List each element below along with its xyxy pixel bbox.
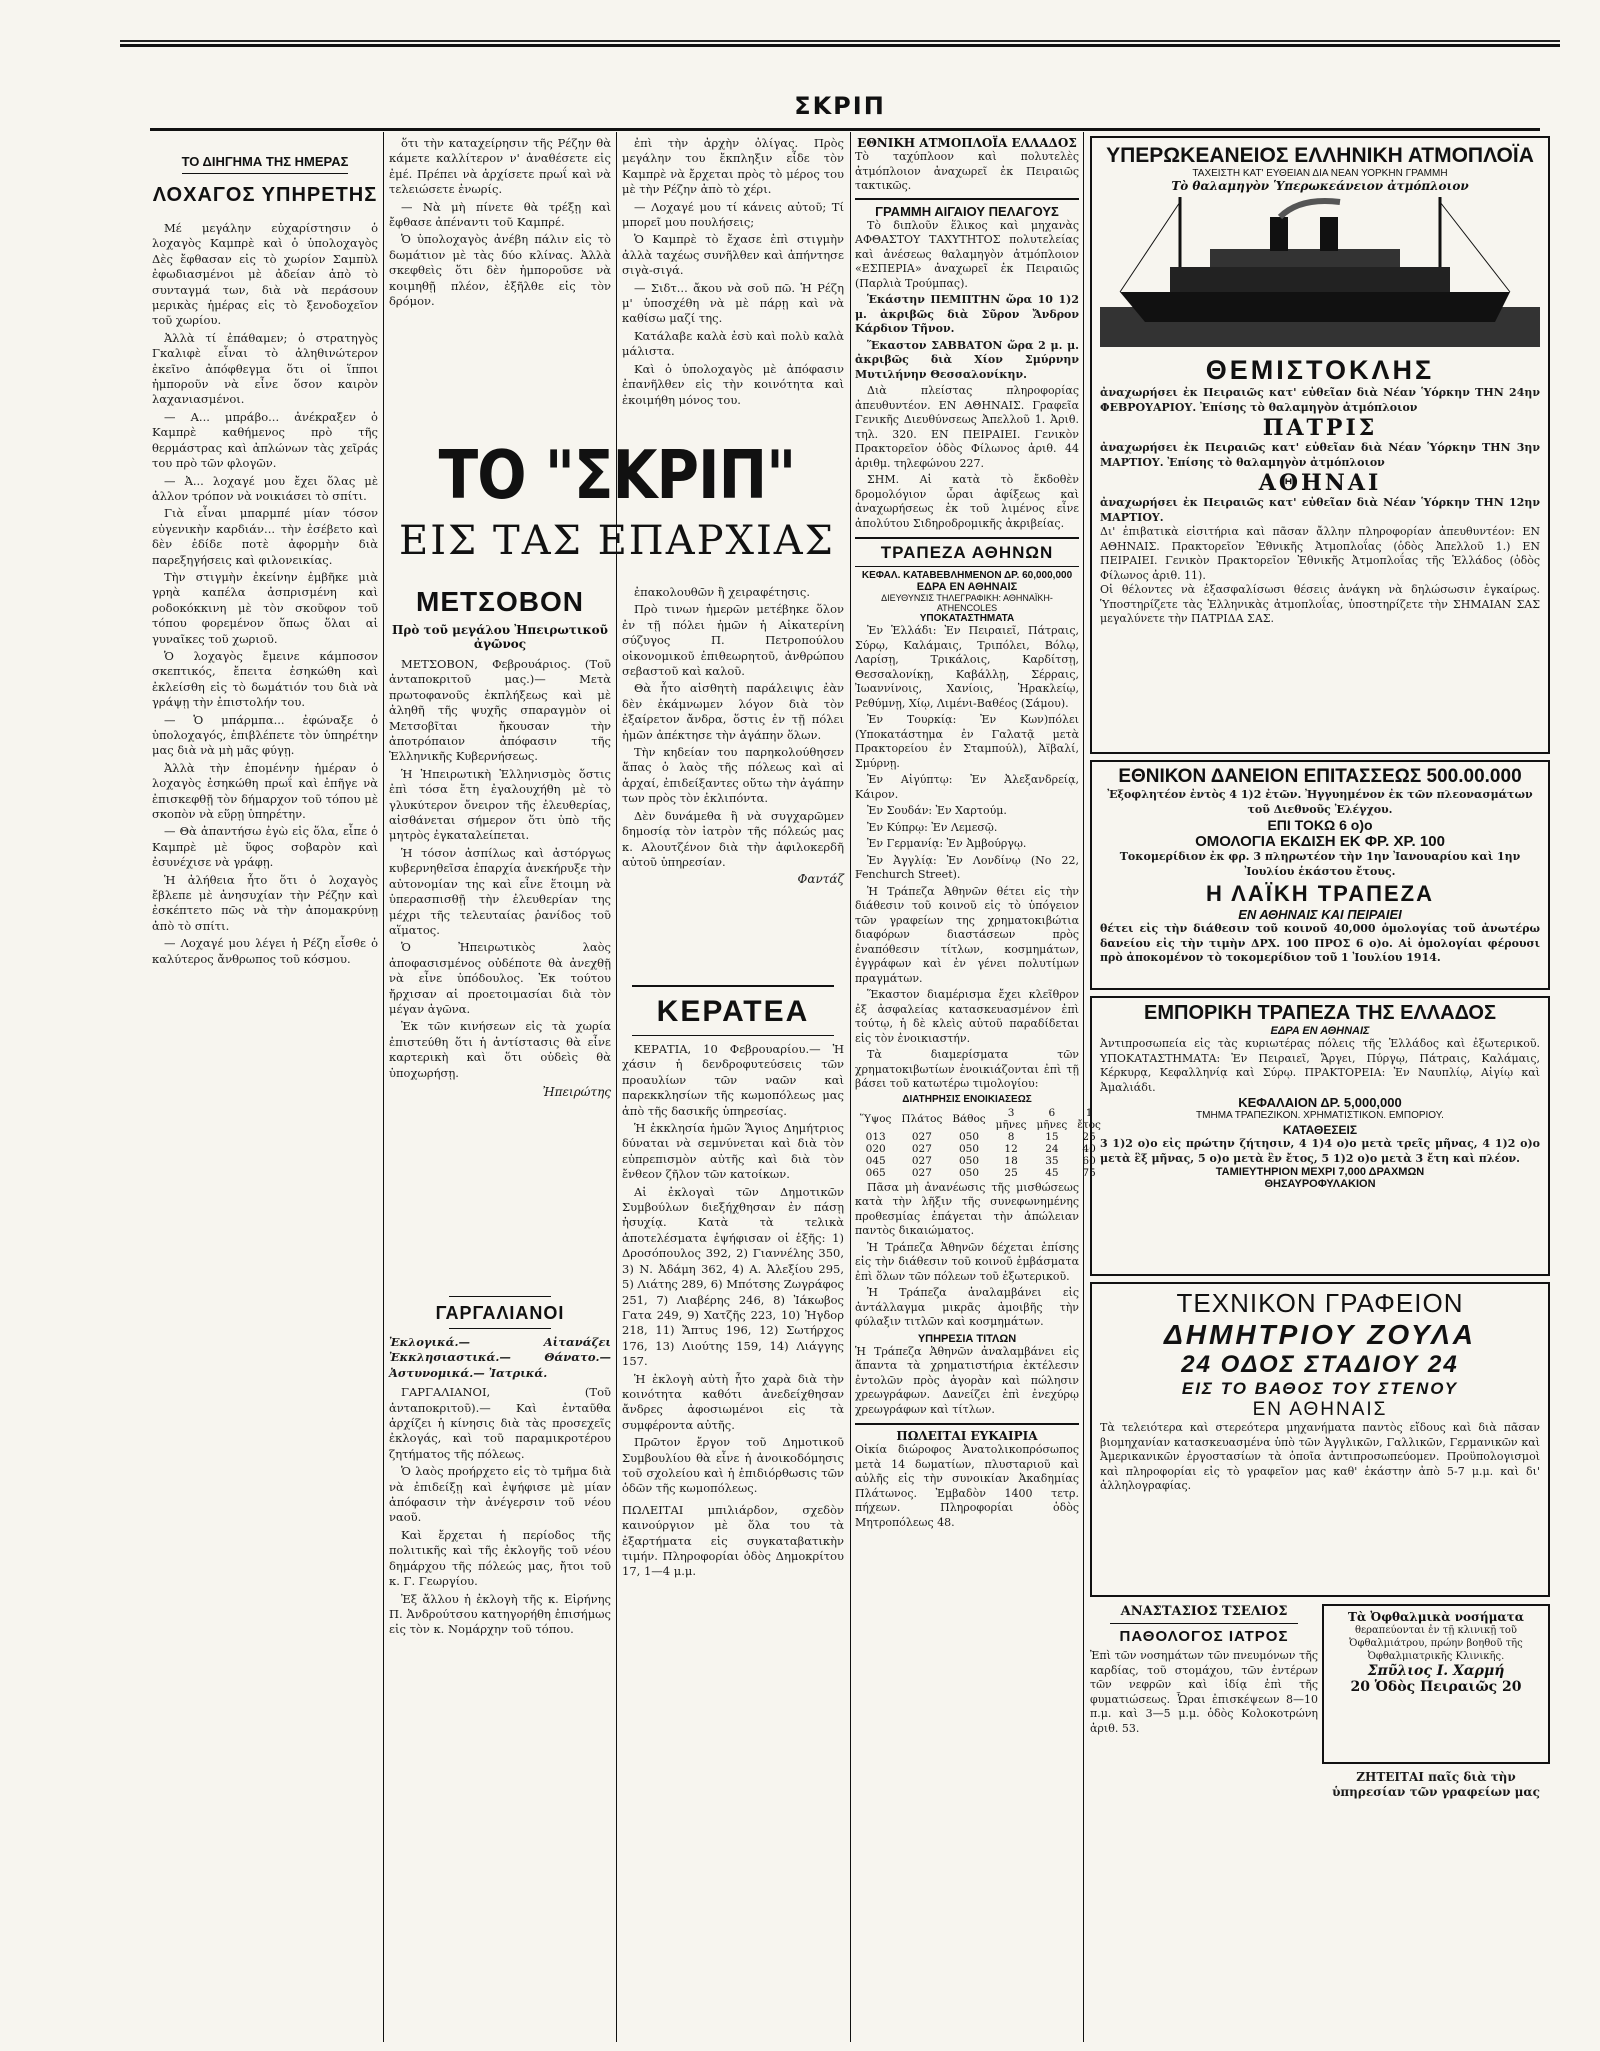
masthead	[740, 92, 940, 124]
national-loan-title: ΕΘΝΙΚΟΝ ΔΑΝΕΙΟΝ ΕΠΙΤΑΣΣΕΩΣ 500.00.000	[1118, 766, 1522, 787]
table-header-cell: Ὕψος	[860, 1112, 892, 1125]
table-header-cell: 1 ἔτος	[1077, 1106, 1101, 1131]
national-loan-text: Ἐξοφλητέον ἐντὸς 4 1)2 ἐτῶν. Ἠγγυημένον ἐκ τῶν πλεονασμάτων τοῦ Διεθνοῦς Ἐλέγχου.	[1107, 788, 1533, 816]
overseas-shipping-sub: Τὸ θαλαμηγὸν Ὑπερωκεάνειον ἀτμόπλοιον	[1171, 179, 1469, 193]
keratea-footer-note: ΠΩΛΕΙΤΑΙ μπιλιάρδον, σχεδὸν καινούργιον μὲ ὅλα του τὰ ἐξαρτήματα εἰς συγκαταβατικὴν τιμήν. Πληροφορίαι ὁδὸς Δημοκρίτου 17, 1—4 μ.μ.	[622, 1502, 844, 1579]
bank-paragraph: Ἕκαστον διαμέρισμα ἔχει κλεῖθρον ἐξ ἀσφαλείας κατασκευασμένον ἐπὶ τούτῳ, ἡ δὲ κλεὶς αὐτοῦ παραδίδεται εἰς τὸν ἐνοικιαστήν.	[855, 988, 1079, 1045]
aegean-line-title: ΓΡΑΜΜΗ ΑΙΓΑΙΟΥ ΠΕΛΑΓΟΥΣ	[875, 203, 1059, 219]
keratea-article	[622, 985, 844, 2041]
wanted-notice	[1322, 1770, 1550, 1830]
story-paragraph: ὅτι τὴν καταχείρησιν τῆς Ρέζην θὰ κάμετε καλλίτερον ν' ἀναθέσετε εἰς ἐμέ. Πρέπει νὰ ἀρχίσετε πρωΐ καὶ νὰ τελειώσετε ἐνωρίς.	[389, 136, 611, 197]
story-paragraph: Κατάλαβε καλὰ ἐσὺ καὶ πολὺ καλὰ μάλιστα.	[622, 328, 844, 359]
article-paragraph: Ὁ Ἠπειρωτικὸς λαὸς ἀποφασισμένος οὐδέποτε θὰ ἀνεχθῇ νὰ εἶνε ὑπόδουλος. Ἐκ τούτου ἤρχισαν αἱ προετοιμασίαι διὰ τὸν μέγαν ἀγῶνα.	[389, 940, 611, 1016]
top-rule-thick	[120, 44, 1560, 47]
ship-name-themistoklis: ΘΕΜΙΣΤΟΚΛΗΣ	[1205, 355, 1435, 385]
masthead-title: ΣΚΡΙΠ	[794, 92, 886, 120]
bank-capital: ΚΕΦΑΛ. ΚΑΤΑΒΕΒΛΗΜΕΝΟΝ ΔΡ. 60,000,000	[861, 570, 1073, 581]
story-paragraph: Καὶ ὁ ὑπολοχαγὸς μὲ ἀπόφασιν ἐπανῆλθεν εἰς τὴν κοινότητα καὶ ἐκοιμήθη μόνος του.	[622, 361, 844, 407]
bank-service-title: ΥΠΗΡΕΣΙΑ ΤΙΤΛΩΝ	[917, 1332, 1017, 1345]
technical-office-city: ΕΝ ΑΘΗΝΑΙΣ	[1252, 1399, 1388, 1420]
story-paragraph: — Ὁ μπάρμπα... ἐφώναξε ὁ ὑπολοχαγός, ἐπιβλέπετε τὸν ὑπηρέτην μας διὰ νὰ μὴ μᾶς φύγῃ.	[152, 712, 378, 758]
savings-line: ΤΑΜΙΕΥΤΗΡΙΟΝ ΜΕΧΡΙ 7,000 ΔΡΑΧΜΩΝ	[1215, 1166, 1425, 1178]
table-cell: 027	[911, 1142, 932, 1155]
article-paragraph: Ὁ λαὸς προήρχετο εἰς τὸ τμῆμα διὰ νὰ ἐπιδείξῃ καὶ ἐψήφισε μὲ μίαν ἀπόφασιν τὴν ἀνέγερσιν τοῦ νέου ναοῦ.	[389, 1464, 611, 1525]
ophthalmologist-name: Σπῦλιος Ι. Χαρμή	[1367, 1663, 1505, 1679]
gargaliani-title: ΓΑΡΓΑΛΙΑΝΟΙ	[435, 1303, 565, 1323]
article-paragraph: Ἡ τόσον ἀσπίλως καὶ ἀστόργως κυβερνηθεῖσα ἐπαρχία ἀνεκήρυξε τὴν αὐτονομίαν της καὶ εἶνε ἕτοιμη νὰ ὑπερασπισθῇ τὴν ἐλευθερίαν της μέχρι τῆς τελευταίας ῥανίδος τοῦ αἵματος.	[389, 845, 611, 937]
banner-title: ΤΟ "ΣΚΡΙΠ"	[438, 435, 796, 515]
national-loan-terms: Τοκομερίδιον ἐκ φρ. 3 πληρωτέον τὴν 1ην Ἰανουαρίου καὶ 1ην Ἰουλίου ἑκάστου ἔτους.	[1119, 850, 1521, 878]
technical-office-address: 24 ΟΔΟΣ ΣΤΑΔΙΟΥ 24	[1181, 1351, 1459, 1378]
story-paragraph: Γιὰ εἶναι μπαρμπέ μίαν τόσον εὐγενικὴν καρδιάν... τὴν ἐσέβετο καὶ δὲν ἐδίδε ποτὲ ἀφορμὴν διὰ παρεξηγήσεις καὶ φιλονεικίας.	[152, 506, 378, 567]
table-cell: 25	[1004, 1166, 1018, 1179]
sale-ad-title: ΠΩΛΕΙΤΑΙ ΕΥΚΑΙΡΙΑ	[896, 1429, 1038, 1443]
metsovon-signature: Ἠπειρώτης	[542, 1084, 611, 1099]
story-paragraph: — Θὰ ἀπαντήσω ἐγὼ εἰς ὅλα, εἶπε ὁ Καμπρὲ μὲ ὕφος σοβαρὸν καὶ ἐσυνέχισε νὰ γράφῃ.	[152, 824, 378, 870]
table-cell: 15	[1045, 1130, 1059, 1143]
overseas-shipping-ad	[1090, 136, 1550, 754]
ship-info: Δι' ἐπιβατικὰ εἰσιτήρια καὶ πᾶσαν ἄλλην πληροφορίαν ἀπευθυντέον: ΕΝ ΑΘΗΝΑΙΣ. Πρακτορεῖον Ἐθνικῆς Ἀτμοπλοΐας (ὁδὸς Ἀπελλοῦ 1.) ΕΝ ΠΕΙΡΑΙΕΙ. Γενικὸν Πρακτορεῖον Ἐθνικῆς Ἀτμοπλοΐας τῆς Ἑλλάδος (ὁδὸς Φίλωνος ἀριθ. 11).	[1100, 525, 1540, 582]
metsovon-title: ΜΕΤΣΟΒΟΝ	[416, 586, 584, 617]
table-row	[855, 1131, 1106, 1143]
story-paragraph: Ὁ ὑπολοχαγὸς ἀνέβη πάλιν εἰς τὸ δωμάτιον μὲ τὰς δύο κλίνας. Ἀλλὰ σκεφθεὶς ὅτι δὲν ἠμποροῦσε νὰ κοιμηθῇ πλέον, ἐξῆλθε εἰς τὸν δρόμον.	[389, 232, 611, 309]
bank-rates-title: ΔΙΑΤΗΡΗΣΙΣ ΕΝΟΙΚΙΑΣΕΩΣ	[902, 1093, 1032, 1105]
article-paragraph: Θὰ ἦτο αἰσθητὴ παράλειψις ἐὰν δὲν ἐκάμνωμεν λόγον διὰ τὸν ἐξαίρετον ἄνδρα, ὅστις ἐν τῇ πόλει ἡμῶν ἀπέκτησε τὴν ἀγάπην ὅλων.	[622, 681, 844, 742]
bank-telegraph: ΔΙΕΥΘΥΝΣΙΣ ΤΗΛΕΓΡΑΦΙΚΗ: ΑΘΗΝΑΪΚΗ-ATHENCOLES	[881, 593, 1053, 613]
table-cell: 013	[865, 1130, 886, 1143]
aegean-line-note: ΣΗΜ. Αἱ κατὰ τὸ ἔκδοθὲν δρομολόγιον ὧραι ἀφίξεως καὶ ἀναχωρήσεως ἐκ τοῦ λιμένος εἶνε ἀπολύτου Σιδηροδρομικῆς ἀκριβείας.	[855, 473, 1079, 530]
bank-service-text: Ἡ Τράπεζα Ἀθηνῶν ἀναλαμβάνει εἰς ἅπαντα τὰ χρηματιστήρια ἐκτέλεσιν ἐντολῶν πρὸς ἀγορὰν καὶ πώλησιν χρεωγράφων. Δανείζει ἐπὶ ἐνεχύρῳ χρεωγράφων καὶ τίτλων.	[855, 1344, 1079, 1416]
story-paragraph: Τὴν στιγμὴν ἐκείνην ἐμβῆκε μιὰ γρηὰ καπέλα ἀσπρισμένη καὶ ροδοκόκκινη μὲ τὸν σκοῦφον τοῦ τόπου φορεμένον ὅπως ὅλαι αἱ γυναῖκες τοῦ χωριοῦ.	[152, 569, 378, 646]
steamship-illustration	[1100, 197, 1540, 347]
table-cell: 045	[865, 1154, 886, 1167]
gargaliani-lead: Ἐκλογικά.— Αἰτανάζει Ἐκκλησιαστικά.— Θάνατο.— Ἀστυνομικά.— Ἰατρικά.	[389, 1335, 611, 1380]
story-paragraph: — Λοχαγέ μου τί κάνεις αὐτοῦ; Τί μπορεῖ μου πουλήσεις;	[622, 199, 844, 230]
column-1	[152, 136, 378, 2041]
commercial-bank-text: Ἀντιπροσωπεία εἰς τὰς κυριωτέρας πόλεις τῆς Ἑλλάδος καὶ ἐξωτερικοῦ. ΥΠΟΚΑΤΑΣΤΗΜΑΤΑ: Ἐν Πειραιεῖ, Ἄργει, Πύργῳ, Πάτραις, Καλάμαις, Κέρκυρᾳ, Κεφαλληνίᾳ καὶ Σύρῳ. ΠΡΑΚΤΟΡΕΙΑ: Ἐν Ναυπλίῳ, Αἰγίῳ καὶ Ἀμαλιάδι.	[1100, 1037, 1540, 1094]
article-paragraph: Τὴν κηδείαν του παρηκολούθησεν ἅπας ὁ λαὸς τῆς πόλεως καὶ αἱ ἀρχαί, ἐπιδείξαντες οὕτω τὴν ἀγάπην των πρὸς τὸν ἐκλιπόντα.	[622, 745, 844, 806]
story-paragraph: — Λοχαγέ μου λέγει ἡ Ρέζη εἶσθε ὁ καλύτερος ἄνθρωπος τοῦ κόσμου.	[152, 936, 378, 966]
technical-office-ad	[1090, 1282, 1550, 1597]
national-loan-ad	[1090, 760, 1550, 990]
story-paragraph: Ἀλλὰ τὴν ἐπομένην ἡμέραν ὁ λοχαγὸς ἐσηκώθη πρωΐ καὶ ἐπῆγε νὰ ἐπισκεφθῇ τὸν δήμαρχον τοῦ τόπου μὲ σκοπὸν νὰ εὕρῃ ὑπηρέτην.	[152, 760, 378, 822]
column-3-middle	[622, 585, 844, 985]
article-paragraph: ΓΑΡΓΑΛΙΑΝΟΙ, (Τοῦ ἀνταποκριτοῦ).— Καὶ ἐνταῦθα ἀρχίζει ἡ κίνησις διὰ τὰς προσεχεῖς ἐκλογάς, καὶ τοῦ παραμικροτέρου ζητήματος τῆς πόλεως.	[389, 1385, 611, 1461]
aegean-line-schedule: Ἕκαστον ΣΑΒΒΑΤΟΝ ὥρα 2 μ. μ. ἀκριβῶς διὰ Χίον Σμύρνην Μυτιλήνην Θεσσαλονίκην.	[855, 338, 1079, 381]
story-paragraph: ἐπὶ τὴν ἀρχὴν ὀλίγας. Πρὸς μεγάλην του ἔκπληξιν εἶδε τὸν Καμπρὲ νὰ ἔρχεται πρὸς τὸ μέρος του μὲ τὴν Ρέζην ἀπὸ τὸ χέρι.	[622, 136, 844, 197]
table-cell: 25	[1082, 1130, 1096, 1143]
story-paragraph: Ἡ ἀλήθεια ἦτο ὅτι ὁ λοχαγὸς ἔβλεπε μὲ ἀνησυχίαν τὴν Ρέζην καὶ ἐσκέπτετο πῶς νὰ τὴν ἀπομακρύνῃ ἀπὸ τὸ σπίτι.	[152, 872, 378, 933]
deposits-text: 3 1)2 ο)ο εἰς πρώτην ζήτησιν, 4 1)4 ο)ο μετὰ τρεῖς μῆνας, 4 1)2 ο)ο μετὰ ἓξ μῆνας, 5 ο)ο μετὰ ἓν ἔτος, 5 1)2 ο)ο μετὰ 3 ἔτη καὶ πλέον.	[1100, 1137, 1540, 1165]
table-row	[855, 1107, 1106, 1131]
article-paragraph: Ἡ ἐκκλησία ἡμῶν Ἅγιος Δημήτριος δύναται νὰ σεμνύνεται καὶ διὰ τὸν εὐπρεπισμὸν αὐτῆς καὶ διὰ τὸν ἔνθεον ζῆλον τῶν κατοίκων.	[622, 1121, 844, 1182]
table-cell: 027	[911, 1166, 932, 1179]
column-2-top	[389, 136, 611, 436]
article-paragraph: Ἐκ τῶν κινήσεων εἰς τὰ χωρία ἐπιστεύθη ὅτι ἡ ἀντίστασις θὰ εἶνε καρτερικὴ καὶ ὅτι οὐδεὶς θὰ ὑποχωρήσῃ.	[389, 1019, 611, 1080]
ophthalmologist-text: θεραπεύονται ἐν τῇ κλινικῇ τοῦ Ὀφθαλμιάτρου, πρώην βοηθοῦ τῆς Ὀφθαλμιατρικῆς Κλινικῆς.	[1349, 1625, 1523, 1662]
table-row	[855, 1155, 1106, 1167]
doctor-ad	[1090, 1604, 1318, 1904]
bank-branch: Ἐν Τουρκίᾳ: Ἐν Κων)πόλει (Υποκατάστημα ἐν Γαλατᾷ μετὰ Πρακτορείου ἐν Σταμπούλ), Ἀϊβαλί, Σμύρνῃ.	[855, 713, 1079, 770]
commercial-bank-hq: ΕΔΡΑ ΕΝ ΑΘΗΝΑΙΣ	[1270, 1025, 1370, 1037]
doctor-name: ΑΝΑΣΤΑΣΙΟΣ ΤΣΕΛΙΟΣ	[1120, 1604, 1288, 1619]
column-3-signature: Φαντάζ	[797, 872, 844, 887]
bank-paragraph: Ἡ Τράπεζα Ἀθηνῶν θέτει εἰς τὴν διάθεσιν τοῦ κοινοῦ εἰς τὸ ὑπόγειον τῶν γραφείων της χρηματοκιβώτια διαφόρων διαστάσεων πρὸς ἐναπόθεσιν τίτλων, κοσμημάτων, ἐγγράφων καὶ ἐν γένει πολυτίμων πραγμάτων.	[855, 884, 1079, 985]
col-sep-4	[1083, 132, 1084, 2042]
commercial-bank-departments: ΤΜΗΜΑ ΤΡΑΠΕΖΙΚΟΝ. ΧΡΗΜΑΤΙΣΤΙΚΟΝ. ΕΜΠΟΡΙΟΥ.	[1196, 1110, 1444, 1121]
national-shipping-title: ΕΘΝΙΚΗ ΑΤΜΟΠΛΟΪΑ ΕΛΛΑΔΟΣ	[857, 136, 1077, 150]
bank-branch: Ἐν Ἑλλάδι: Ἐν Πειραιεῖ, Πάτραις, Σύρῳ, Καλάμαις, Τριπόλει, Βόλῳ, Λαρίσῃ, Τρικάλοις, Καρδίτσῃ, Θεσσαλονίκῃ, Καβάλλῃ, Σέρραις, Ἰωαννίνοις, Χανίοις, Ἡρακλείῳ, Ρεθύμνῃ, Χίῳ, Λιμένι-Βαθέος (Σάμου).	[855, 624, 1079, 710]
table-cell: 027	[911, 1154, 932, 1167]
ophthalmologist-lead: Τὰ Ὀφθαλμικὰ νοσήματα	[1348, 1610, 1524, 1624]
national-shipping-text: Τὸ ταχύπλοον καὶ πολυτελὲς ἀτμόπλοιον ἀναχωρεῖ ἐκ Πειραιῶς τακτικῶς.	[855, 150, 1079, 192]
header-rule	[150, 128, 1540, 131]
table-cell: 40	[1082, 1142, 1096, 1155]
technical-office-text: Τὰ τελειότερα καὶ στερεότερα μηχανήματα παντὸς εἴδους καὶ διὰ πᾶσαν βιομηχανίαν κατασκευασμένα ὑπὸ τῶν Ἀγγλικῶν, Γαλλικῶν, Γερμανικῶν καὶ Ἀμερικανικῶν ἐργοστασίων τὰ ὁποῖα ἀντιπροσωπεύομεν. Προϋπολογισμοὶ καὶ πληροφορίαι εἰς τὸ γραφεῖον μας καθ' ἑκάστην ἀπὸ 5-7 μ.μ. καὶ δι' ἀλληλογραφίας.	[1100, 1421, 1540, 1492]
bank-paragraph: Τὰ διαμερίσματα τῶν χρηματοκιβωτίων ἐνοικιάζονται ἐπὶ τῇ βάσει τοῦ κατωτέρω τιμολογίου:	[855, 1048, 1079, 1090]
overseas-shipping-title: ΥΠΕΡΩΚΕΑΝΕΙΟΣ ΕΛΛΗΝΙΚΗ ΑΤΜΟΠΛΟΪΑ	[1106, 144, 1534, 167]
bank-branches-label: ΥΠΟΚΑΤΑΣΤΗΜΑΤΑ	[919, 613, 1015, 624]
table-header-cell: Πλάτος	[901, 1112, 943, 1125]
article-paragraph: Ἐξ ἄλλου ἡ ἐκλογὴ τῆς κ. Εἰρήνης Π. Ἀνδρούτσου κατηγορήθη ἐπισήμως εἰς τὸν κ. Νομάρχην τοῦ τόπου.	[389, 1591, 611, 1637]
wanted-notice-text: ΖΗΤΕΙΤΑΙ παῖς διὰ τὴν ὑπηρεσίαν τῶν γραφείων μας	[1332, 1770, 1540, 1800]
col-sep-1	[383, 132, 384, 2042]
column-4	[855, 136, 1101, 2041]
bank-branch: Ἐν Κύπρῳ: Ἐν Λεμεσῷ.	[867, 820, 998, 834]
aegean-line-schedule: Ἑκάστην ΠΕΜΠΤΗΝ ὥρα 10 1)2 μ. ἀκριβῶς διὰ Σῦρον Ἄνδρον Κάρδιον Τῆνον.	[855, 293, 1079, 335]
story-paragraph: — Σιδτ... ἄκου νὰ σοῦ πῶ. Ἡ Ρέζη μ' ὑποσχέθη νὰ μὲ πάρῃ καὶ νὰ καθίσω μαζί της.	[622, 280, 844, 326]
skrip-provinces-banner	[386, 435, 848, 580]
table-cell: 35	[1045, 1154, 1059, 1167]
metsovon-subtitle: Πρὸ τοῦ μεγάλου Ἠπειρωτικοῦ ἀγῶνος	[392, 623, 608, 651]
story-paragraph: Ἀλλὰ τί ἐπάθαμεν; ὁ στρατηγὸς Γκαλιφὲ εἶναι τὸ ἀληθινώτερον ἐκεῖνο ἀπόφθεγμα ὅτι οἱ ἵπποι ἠμποροῦν νὰ εἶνε ὅσον καιρὸν λαχανιασμένοι.	[152, 330, 378, 407]
bank-of-athens-title: ΤΡΑΠΕΖΑ ΑΘΗΝΩΝ	[880, 543, 1054, 562]
table-cell: 065	[865, 1166, 886, 1179]
article-paragraph: ΜΕΤΣΟΒΟΝ, Φεβρουάριος. (Τοῦ ἀνταποκριτοῦ μας.)— Μετὰ πρωτοφανοῦς ἐκπλήξεως καὶ μὲ ἀληθῆ τῆς ψυχῆς σπαραγμὸν οἱ Μετσοβῖται ἤκουσαν τὴν ἀποτρόπαιον ἀπόφασιν τῆς Ἑλληνικῆς Κυβερνήσεως.	[389, 657, 611, 764]
story-paragraph: — Ἀ... λοχαγέ μου ἔχει ὅλας μὲ ἀλλον τρόπον νὰ νοικιάσει τὸ σπίτι.	[152, 473, 378, 503]
story-paragraph: — Νὰ μὴ πίνετε θὰ τρέξῃ καὶ ἔφθασε ἀπέναντι τοῦ Καμπρέ.	[389, 199, 611, 230]
commercial-bank-capital: ΚΕΦΑΛΑΙΟΝ ΔΡ. 5,000,000	[1238, 1095, 1402, 1110]
table-header-cell: 3 μῆνες	[995, 1106, 1027, 1131]
article-paragraph: Καὶ ἔρχεται ἡ περίοδος τῆς πολιτικῆς καὶ τῆς ἐκλογῆς τοῦ νέου δημάρχου τῆς πόλεώς μας, ἤτοι τοῦ κ. Γ. Γεωργίου.	[389, 1527, 611, 1589]
table-row	[855, 1143, 1106, 1155]
technical-office-address-2: ΕΙΣ ΤΟ ΒΑΘΟΣ ΤΟΥ ΣΤΕΝΟΥ	[1181, 1379, 1459, 1398]
article-paragraph: Πρῶτον ἔργον τοῦ Δημοτικοῦ Συμβουλίου θὰ εἶνε ἡ ἀνοικοδόμησις τοῦ σχολείου καὶ ἡ ἐπιδιόρθωσις τῶν ὁδῶν τῆς κωμοπόλεως.	[622, 1435, 844, 1496]
article-paragraph: Ἡ Ἠπειρωτικὴ Ἑλληνισμὸς ὅστις ἐπὶ τόσα ἔτη ἐγαλουχήθη μὲ τὸ γλυκύτερον ὄνειρον τῆς ἐλευθερίας, αἰσθάνεται σήμερον ὅτι ὑπὸ τῆς μητρὸς ἐγκαταλείπεται.	[389, 766, 611, 843]
table-header-cell: Βάθος	[952, 1112, 986, 1125]
table-row	[855, 1167, 1106, 1179]
table-cell: 050	[958, 1166, 980, 1179]
table-cell: 050	[958, 1142, 980, 1155]
top-rule-thin	[120, 40, 1560, 42]
bank-branch: Ἐν Αἰγύπτῳ: Ἐν Ἀλεξανδρείᾳ, Κάιρον.	[855, 773, 1079, 801]
aegean-line-info: Διὰ πλείστας πληροφορίας ἀπευθυντέον. ΕΝ ΑΘΗΝΑΙΣ. Γραφεῖα Γενικῆς Διευθύνσεως Ἀπελλοῦ 1. Ἀριθ. τηλ. 320. ΕΝ ΠΕΙΡΑΙΕΙ. Γενικὸν Πρακτορεῖον ὁδὸς Φίλωνος ἀριθ. 44 ἀριθμ. τηλεφώνου 227.	[855, 384, 1079, 470]
ophthalmologist-ad	[1322, 1604, 1550, 1764]
technical-office-name: ΔΗΜΗΤΡΙΟΥ ΖΟΥΛΑ	[1163, 1319, 1477, 1350]
bank-branch: Ἐν Γερμανίᾳ: Ἐν Ἀμβούργῳ.	[867, 837, 1027, 850]
table-cell: 050	[958, 1130, 980, 1143]
laiki-bank-title: Η ΛΑΪΚΗ ΤΡΑΠΕΖΑ	[1206, 881, 1434, 906]
ophthalmologist-address: 20 Ὁδὸς Πειραιῶς 20	[1350, 1679, 1522, 1695]
treasury-line: ΘΗΣΑΥΡΟΦΥΛΑΚΙΟΝ	[1264, 1178, 1376, 1190]
bank-hq: ΕΔΡΑ ΕΝ ΑΘΗΝΑΙΣ	[916, 581, 1018, 593]
table-cell: 24	[1045, 1142, 1059, 1155]
bank-branch: Ἐν Ἀγγλίᾳ: Ἐν Λονδίνῳ (Νο 22, Fenchurch Street).	[855, 853, 1079, 881]
table-cell: 60	[1082, 1154, 1096, 1167]
article-paragraph: Ἡ ἐκλογὴ αὐτὴ ἦτο χαρὰ διὰ τὴν κοινότητα καθότι ἀνεδείχθησαν ἄνδρες ἀφοσιωμένοι εἰς τὰ συμφέροντα αὐτῆς.	[622, 1371, 844, 1432]
overseas-shipping-line: ΤΑΧΕΙΣΤΗ ΚΑΤ' ΕΥΘΕΙΑΝ ΔΙΑ ΝΕΑΝ ΥΟΡΚΗΝ ΓΡΑΜΜΗ	[1192, 168, 1448, 179]
article-paragraph: ἐπακολουθῶν ἢ χειραφέτησις.	[634, 585, 810, 599]
bank-paragraph: Ἡ Τράπεζα Ἀθηνῶν δέχεται ἐπίσης εἰς τὴν διάθεσιν τοῦ κοινοῦ ἐμβάσματα ἐπὶ ὅλων τῶν πόλεων τοῦ ἐξωτερικοῦ.	[855, 1240, 1079, 1283]
story-paragraph: Μέ μεγάλην εὐχαρίστησιν ὁ λοχαγὸς Καμπρὲ καὶ ὁ ὑπολοχαγὸς Δὲς ἔφθασαν εἰς τὸ χωρίον Σαμπὺλ ἐφωδιασμένοι μὲ ἀδείαν ἀπὸ τὸ συνταγμά των, διὰ νὰ περάσουν μερικὰς ἡμέρας εἰς τὸ ξενοδοχεῖον τοῦ χωρίου.	[152, 221, 378, 328]
sale-ad-text: Οἰκία διώροφος Ἀνατολικοπρόσωπος μετὰ 14 δωματίων, πλυσταριοῦ καὶ αὐλῆς εἰς τὴν συνοικίαν Ἀκαδημίας Πλάτωνος. Ἐμβαδὸν 1400 τετρ. πήχεων. Πληροφορίαι ὁδὸς Μητροπόλεως 48.	[855, 1443, 1079, 1529]
column-3-top	[622, 136, 844, 436]
table-cell: 12	[1004, 1142, 1018, 1155]
story-section-label: ΤΟ ΔΙΗΓΗΜΑ ΤΗΣ ΗΜΕΡΑΣ	[181, 154, 349, 169]
story-paragraph: — Α... μπράβο... ἀνέκραξεν ὁ Καμπρὲ καθήμενος πρὸ τῆς θερμάστρας καὶ ἀπλώνων τὰς χεῖράς του πρὸ τῶν φλογῶν.	[152, 409, 378, 471]
article-paragraph: Αἱ ἐκλογαὶ τῶν Δημοτικῶν Συμβούλων διεξήχθησαν ἐν πάσῃ ἡσυχίᾳ. Κατὰ τὰ τελικὰ ἀποτελέσματα ἐψήφισαν οἱ ἑξῆς: 1) Δροσόπουλος 392, 2) Γιαννέλης 350, 3) Ν. Ἀδάμη 362, 4) Α. Ἀλεξίου 295, 5) Λιάτης 289, 6) Μπότσης Ζωγράφος 251, 7) Λιαβέρης 246, 8) Ἰάκωβος Γατα 249, 9) Χατζῆς 223, 10) Ἠγδορ 218, 11) Ἄπτυς 196, 12) Σωτήρχος 176, 13) Λιούτης 159, 14) Λιάγγης 157.	[622, 1184, 844, 1369]
table-cell: 45	[1045, 1166, 1059, 1179]
banner-subtitle: ΕΙΣ ΤΑΣ ΕΠΑΡΧΙΑΣ	[399, 518, 835, 564]
ship-text: ἀναχωρήσει ἐκ Πειραιῶς κατ' εὐθεῖαν διὰ Νέαν Ὑόρκην ΤΗΝ 12ην ΜΑΡΤΙΟΥ.	[1100, 496, 1540, 524]
story-text	[152, 221, 378, 967]
table-header-cell: 6 μῆνες	[1036, 1106, 1068, 1131]
story-title: ΛΟΧΑΓΟΣ ΥΠΗΡΕΤΗΣ	[152, 184, 378, 206]
national-loan-rate: ΕΠΙ ΤΟΚΩ 6 ο)ο	[1267, 817, 1373, 833]
table-cell: 050	[958, 1154, 980, 1167]
commercial-bank-ad	[1090, 996, 1550, 1276]
ship-name-athinai: ΑΘΗΝΑΙ	[1258, 470, 1382, 496]
table-cell: 027	[911, 1130, 932, 1143]
gargaliani-article	[389, 1296, 611, 2041]
ship-note: Οἱ θέλοντες νὰ ἐξασφαλίσωσι θέσεις ἀνάγκη νὰ δηλώσωσιν ἐγκαίρως. Ὑποστηρίζετε τὰς Ἑλληνικὰς ἀτμοπλοΐας, ὑποστηρίζετε τὴν ΣΗΜΑΙΑΝ ΣΑΣ μεγαλύνετε τὴν ΠΑΤΡΙΔΑ ΣΑΣ.	[1100, 583, 1540, 625]
doctor-text: Ἐπὶ τῶν νοσημάτων τῶν πνευμόνων τῆς καρδίας, τοῦ στομάχου, τῶν ἐντέρων τῶν νεφρῶν καὶ ἰδίᾳ ἐπὶ τῆς φυματιώσεως. Ὧραι ἐπισκέψεων 8—10 π.μ. καὶ 3—5 μ.μ. ὁδὸς Κολοκοτρώνη ἀριθ. 53.	[1090, 1649, 1318, 1735]
keratea-title: ΚΕΡΑΤΕΑ	[656, 995, 810, 1028]
laiki-bank-text: θέτει εἰς τὴν διάθεσιν τοῦ κοινοῦ 40,000 ὁμολογίας τοῦ ἀνωτέρω δανείου εἰς τὴν τιμὴν ΔΡΧ. 100 ΠΡΟΣ 6 ο)ο. Αἱ ὁμολογίαι φέρουσι πρὸ ἀποκομένον τὸ τοκομερίδιον τοῦ 1 Ἰουλίου 1914.	[1100, 922, 1540, 964]
bank-rates-table	[855, 1107, 1106, 1179]
table-cell: 8	[1007, 1130, 1015, 1143]
ship-text: ἀναχωρήσει ἐκ Πειραιῶς κατ' εὐθεῖαν διὰ Νέαν Ὑόρκην ΤΗΝ 24ην ΦΕΒΡΟΥΑΡΙΟΥ. Ἐπίσης τὸ θαλαμηγὸν ἀτμόπλοιον	[1100, 386, 1540, 414]
ship-text: ἀναχωρήσει ἐκ Πειραιῶς κατ' εὐθεῖαν διὰ Νέαν Ὑόρκην ΤΗΝ 3ην ΜΑΡΤΙΟΥ. Ἐπίσης τὸ θαλαμηγὸν ἀτμόπλοιον	[1100, 441, 1540, 469]
article-paragraph: Δὲν δυνάμεθα ἢ νὰ συγχαρῶμεν δημοσίᾳ τὸν ἰατρὸν τῆς πόλεώς μας κ. Αλουτζένον διὰ τὴν ἀφιλοκερδῆ αὐτοῦ ὑπηρεσίαν.	[622, 808, 844, 869]
table-cell: 020	[865, 1142, 886, 1155]
deposits-title: ΚΑΤΑΘΕΣΕΙΣ	[1282, 1123, 1358, 1137]
table-cell: 75	[1082, 1166, 1096, 1179]
national-loan-issue: ΟΜΟΛΟΓΙΑ ΕΚΔΙΣΗ ΕΚ ΦΡ. ΧΡ. 100	[1195, 833, 1445, 850]
article-paragraph: ΚΕΡΑΤΙΑ, 10 Φεβρουαρίου.— Ἡ χάσιν ἡ δενδροφυτεύσεις τῶν προαυλίων τῶν ναῶν καὶ παρεκκλησίων τῆς κωμοπόλεως μας ἀπὸ τῆς δασικῆς ὑπηρεσίας.	[622, 1042, 844, 1118]
bank-branch: Ἐν Σουδάν: Ἐν Χαρτούμ.	[867, 804, 1007, 817]
table-cell: 18	[1004, 1154, 1018, 1167]
bank-paragraph: Πᾶσα μὴ ἀνανέωσις τῆς μισθώσεως κατὰ τὴν λῆξιν τῆς συνεφωνημένης προθεσμίας ἐπάγεται τὴν ἀπώλειαν παντὸς δικαιώματος.	[855, 1180, 1079, 1237]
story-paragraph: Ὁ λοχαγὸς ἔμεινε κάμποσον σκεπτικός, ἔπειτα ἐσηκώθη καὶ ἐκλείσθη εἰς τὸ δωμάτιόν του διὰ νὰ γράψῃ τὴν ἐπιστολήν του.	[152, 648, 378, 710]
laiki-bank-sub: ΕΝ ΑΘΗΝΑΙΣ ΚΑΙ ΠΕΙΡΑΙΕΙ	[1238, 907, 1402, 922]
ship-name-patris: ΠΑΤΡΙΣ	[1262, 415, 1378, 441]
story-paragraph: Ὁ Καμπρὲ τὸ ἔχασε ἐπὶ στιγμὴν ἀλλὰ ταχέως συνῆλθεν καὶ ἀπήντησε σιγὰ-σιγά.	[622, 232, 844, 278]
technical-office-title: ΤΕΧΝΙΚΟΝ ΓΡΑΦΕΙΟΝ	[1176, 1288, 1464, 1318]
commercial-bank-title: ΕΜΠΟΡΙΚΗ ΤΡΑΠΕΖΑ ΤΗΣ ΕΛΛΑΔΟΣ	[1144, 1002, 1496, 1024]
article-paragraph: Πρὸ τινων ἡμερῶν μετέβηκε ὅλον ἐν τῇ πόλει ἡμῶν ἡ Αἰκατερίνη σύζυγος Π. Πετροπούλου οἰκονομικοῦ ἐπιθεωρητοῦ, ἀνθρώπου σεβαστοῦ καὶ καλοῦ.	[622, 602, 844, 679]
col-sep-3	[850, 132, 851, 2042]
aegean-line-text: Τὸ διπλοῦν ἕλικος καὶ μηχανὰς ΑΦΘΑΣΤΟΥ ΤΑΧΥΤΗΤΟΣ πολυτελείας καὶ ἀνέσεως θαλαμηγὸν ἀτμόπλοιον «ΕΣΠΕΡΙΑ» ἀναχωρεῖ ἐκ Πειραιῶς (Παρλιὰ Τρούμπας).	[855, 218, 1079, 290]
doctor-title: ΠΑΘΟΛΟΓΟΣ ΙΑΤΡΟΣ	[1119, 1628, 1289, 1645]
col-sep-2	[616, 132, 617, 2042]
bank-paragraph: Ἡ Τράπεζα ἀναλαμβάνει εἰς ἀντάλλαγμα μικρᾶς ἀμοιβῆς τὴν φύλαξιν τιτλῶν καὶ κοσμημάτων.	[855, 1286, 1079, 1328]
